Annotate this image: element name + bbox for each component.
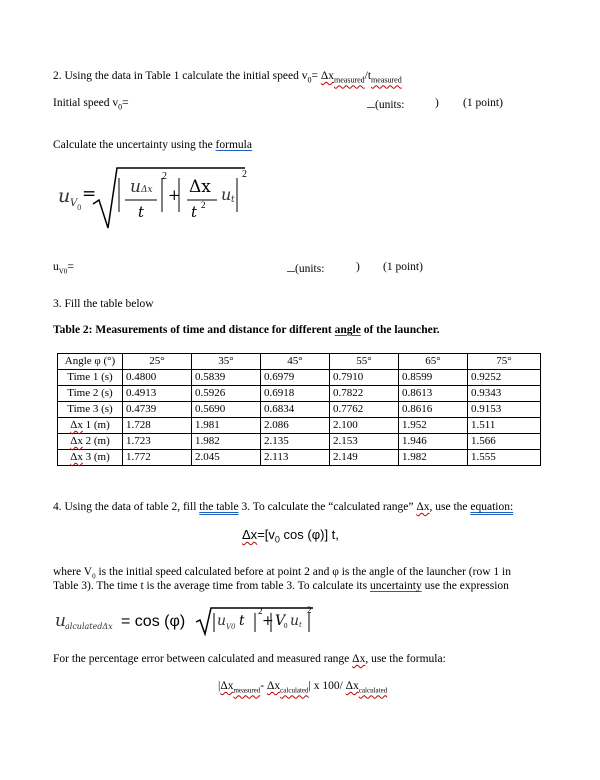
table-header-cell: 35° xyxy=(192,354,261,370)
table-cell[interactable]: 2.086 xyxy=(261,418,330,434)
initial-speed-label: Initial speed $v_0=$ xyxy=(53,97,129,112)
points-label-2: (1 point) xyxy=(383,261,423,273)
table-cell[interactable]: 0.7910 xyxy=(330,370,399,386)
table-cell[interactable]: 2.113 xyxy=(261,450,330,466)
formula-0: 0 xyxy=(77,204,82,212)
table-cell[interactable]: 0.8613 xyxy=(399,386,468,402)
table-cell[interactable]: 1.981 xyxy=(192,418,261,434)
table-cell[interactable]: 0.5926 xyxy=(192,386,261,402)
table-cell[interactable]: 2.045 xyxy=(192,450,261,466)
formula-t2: t xyxy=(191,203,198,221)
formula-u: u xyxy=(58,185,71,207)
f2-eq: = cos (φ) xyxy=(121,613,186,630)
units-label-1: (units: xyxy=(367,97,404,111)
f2-t: t xyxy=(239,613,245,629)
table-cell[interactable]: 0.8616 xyxy=(399,402,468,418)
points-label-1: (1 point) xyxy=(463,97,503,109)
table-row-label: Time 3 (s) xyxy=(58,402,123,418)
table-cell[interactable]: 1.555 xyxy=(468,450,541,466)
uv0-label: $u_{V0}=$ xyxy=(53,261,74,276)
table-cell[interactable]: 1.946 xyxy=(399,434,468,450)
units-close-2: ) xyxy=(356,261,360,273)
explanation-line-2: Table 3). The time t is the average time from table 3. To calculate its uncertainty use the expression xyxy=(53,580,509,592)
table-row-label: Time 1 (s) xyxy=(58,370,123,386)
f2-uv: u xyxy=(217,613,227,629)
formula-dx-sub: Δx xyxy=(141,185,153,195)
table-row-label: Δx 2 (m) xyxy=(58,434,123,450)
formula-u-t: u xyxy=(221,185,232,204)
table-header-row xyxy=(58,354,541,370)
table-cell[interactable]: 0.9153 xyxy=(468,402,541,418)
uncertainty-instruction: Calculate the uncertainty using the formula xyxy=(53,139,252,151)
table-row xyxy=(58,450,541,466)
table-cell[interactable]: 1.566 xyxy=(468,434,541,450)
table-row xyxy=(58,370,541,386)
formula-u-dx: u xyxy=(130,177,141,197)
table-header-cell: 65° xyxy=(399,354,468,370)
table-row-label: Δx 1 (m) xyxy=(58,418,123,434)
table-cell[interactable]: 0.4739 xyxy=(123,402,192,418)
units-close-1: ) xyxy=(435,97,439,109)
table-cell[interactable]: 0.9252 xyxy=(468,370,541,386)
units-label-2: (units: xyxy=(287,261,324,275)
table-cell[interactable]: 0.5839 xyxy=(192,370,261,386)
table-header-cell: 55° xyxy=(330,354,399,370)
table-cell[interactable]: 0.6834 xyxy=(261,402,330,418)
table-cell[interactable]: 0.6918 xyxy=(261,386,330,402)
table-row-label: Δx 3 (m) xyxy=(58,450,123,466)
table-row xyxy=(58,434,541,450)
section4-instruction: 4. Using the data of table 2, fill the table 3. To calculate the “calculated range” Δx, use the equation: xyxy=(53,501,514,513)
uncertainty-formula xyxy=(58,163,248,235)
formula-eq: = xyxy=(82,184,97,204)
table-cell[interactable]: 2.135 xyxy=(261,434,330,450)
f2-exp-2: 2 xyxy=(307,605,312,615)
table-cell[interactable]: 0.5690 xyxy=(192,402,261,418)
formula-exp-1: 2 xyxy=(162,171,167,182)
f2-exp-1: 2 xyxy=(258,606,263,616)
units-blank-2[interactable] xyxy=(287,261,295,272)
table-cell[interactable]: 2.149 xyxy=(330,450,399,466)
table-cell[interactable]: 2.100 xyxy=(330,418,399,434)
f2-u: u xyxy=(55,611,66,631)
f2-V0: V xyxy=(275,613,286,629)
table-row xyxy=(58,418,541,434)
table-header-cell: 75° xyxy=(468,354,541,370)
table-cell[interactable]: 0.4913 xyxy=(123,386,192,402)
table-cell[interactable]: 1.723 xyxy=(123,434,192,450)
table-cell[interactable]: 0.7762 xyxy=(330,402,399,418)
formula-v: V xyxy=(70,198,78,209)
table-cell[interactable]: 1.952 xyxy=(399,418,468,434)
formula-exp-2: 2 xyxy=(242,169,247,180)
table2-caption: Table 2: Measurements of time and distance for different angle of the launcher. xyxy=(53,324,440,336)
table-cell[interactable]: 2.153 xyxy=(330,434,399,450)
table-cell[interactable]: 1.772 xyxy=(123,450,192,466)
formula-t-exp: 2 xyxy=(201,200,206,210)
table-row xyxy=(58,386,541,402)
units-blank-1[interactable] xyxy=(367,97,375,108)
table-cell[interactable]: 0.8599 xyxy=(399,370,468,386)
table-header-cell: Angle φ (°) xyxy=(58,354,123,370)
f2-sub: alculatedΔx xyxy=(65,622,113,631)
f2-0: 0 xyxy=(284,622,288,630)
table-cell[interactable]: 1.982 xyxy=(399,450,468,466)
formula-t-sub: t xyxy=(231,195,235,205)
percentage-error-formula: $|\Delta x_{measured}-$ $\Delta x_{calculated}|$ x 100/ $\Delta x_{calculated}$ xyxy=(218,680,388,695)
table-header-cell: 25° xyxy=(123,354,192,370)
explanation-line-1: where $V_0$ is the initial speed calculated before at point 2 and φ is the angle of the launcher (row 1 in xyxy=(53,566,511,581)
formula-t: t xyxy=(138,203,145,221)
table-row-label: Time 2 (s) xyxy=(58,386,123,402)
formula-dx: Δx xyxy=(189,177,211,197)
formula-plus: + xyxy=(168,186,181,204)
table-cell[interactable]: 0.9343 xyxy=(468,386,541,402)
table-cell[interactable]: 1.728 xyxy=(123,418,192,434)
section3-instruction: 3. Fill the table below xyxy=(53,298,154,310)
table-row xyxy=(58,402,541,418)
f2-v0: V0 xyxy=(226,623,236,631)
f2-plus: + xyxy=(262,613,274,629)
table-cell[interactable]: 0.7822 xyxy=(330,386,399,402)
measurements-table xyxy=(57,353,541,466)
range-uncertainty-formula xyxy=(55,605,315,639)
percentage-error-instruction: For the percentage error between calculated and measured range Δx, use the formula: xyxy=(53,653,446,665)
table-cell[interactable]: 0.6979 xyxy=(261,370,330,386)
f2-ut: u xyxy=(290,613,300,629)
table-cell[interactable]: 1.511 xyxy=(468,418,541,434)
f2-t-sub: t xyxy=(299,621,302,629)
table-header-cell: 45° xyxy=(261,354,330,370)
range-equation: $\Delta x=[v_0$ cos (φ)] t, xyxy=(242,527,339,545)
section2-instruction: 2. Using the data in Table 1 calculate the initial speed $v_0= \Delta x_{measured}/t_{measured}$ xyxy=(53,70,402,85)
table-cell[interactable]: 0.4800 xyxy=(123,370,192,386)
table-cell[interactable]: 1.982 xyxy=(192,434,261,450)
